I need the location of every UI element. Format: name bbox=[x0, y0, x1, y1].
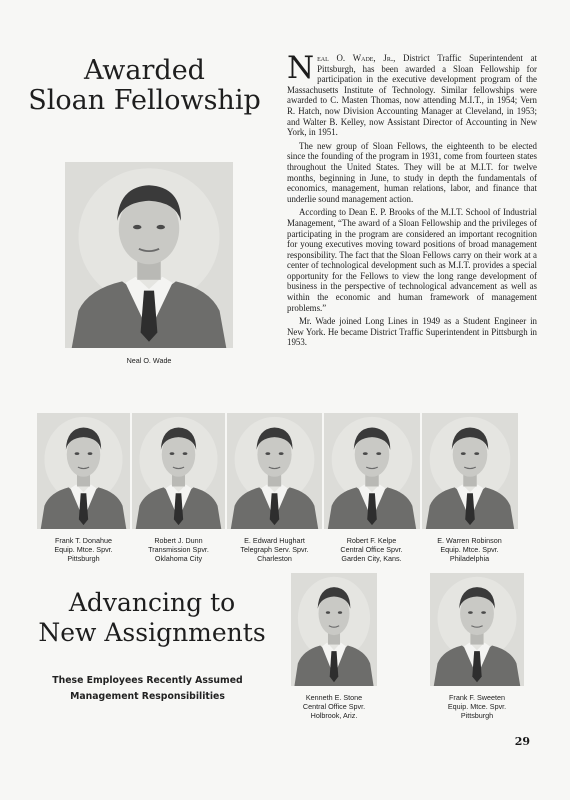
employee-location: Pittsburgh bbox=[460, 711, 494, 721]
employee-caption-6 bbox=[281, 693, 387, 721]
drop-cap: N bbox=[287, 50, 315, 86]
employee-location: Oklahoma City bbox=[154, 554, 203, 564]
employee-name: Kenneth E. Stone bbox=[305, 693, 363, 702]
employee-title: Central Office Spvr. bbox=[340, 545, 403, 555]
employee-location: Philadelphia bbox=[449, 554, 490, 564]
employee-title: Central Office Spvr. bbox=[302, 702, 366, 712]
employee-title: Equip. Mtce. Spvr. bbox=[54, 545, 113, 555]
article-paragraph-4: Mr. Wade joined Long Lines in 1949 as a Student Engineer in New York. He became District Traffic Superintendent in Pittsburgh in 1953. bbox=[287, 316, 537, 348]
featured-caption bbox=[65, 356, 233, 365]
employee-photo-7 bbox=[430, 573, 524, 686]
employee-name: E. Edward Hughart bbox=[244, 536, 305, 545]
employee-caption-5 bbox=[416, 536, 523, 564]
article-lead-name: eal O. Wade, Jr. bbox=[317, 53, 394, 63]
headline-advancing-line-1: Advancing to bbox=[68, 588, 236, 617]
article-paragraph-1-text: , District Traffic Superintendent at Pittsburgh, has been awarded a Sloan Fellowship for participation in the executive development program of the Massachusetts Institute of Technology. Similar fellowships were awarded to C. Masten Thomas, now attending M.I.T., in 1954; Vern R. Hatch, now Division Accounting Manager at Cleveland, in 1953; and Walter B. Kelley, now Assistant Director of Accounting in New York, in 1951. bbox=[287, 53, 537, 138]
employee-photo-5 bbox=[422, 413, 518, 529]
employee-photo-6 bbox=[291, 573, 377, 686]
featured-portrait-photo bbox=[65, 162, 233, 348]
article-paragraph-1 bbox=[287, 50, 537, 138]
featured-caption-name: Neal O. Wade bbox=[126, 356, 172, 365]
headline-awarded-line-1: Awarded bbox=[84, 55, 205, 86]
employee-name: Robert F. Kelpe bbox=[346, 536, 397, 545]
employee-title: Telegraph Serv. Spvr. bbox=[240, 545, 309, 555]
employee-name: Frank T. Donahue bbox=[54, 536, 112, 545]
employee-caption-2 bbox=[125, 536, 232, 564]
article-paragraph-3: According to Dean E. P. Brooks of the M.I.T. School of Industrial Management, “The award of a Sloan Fellowship and the privileges of participating in the program are considered an important recognition for young executives moving toward positions of broad management responsibility. The fact that the Sloan Fellows carry on their work at a center of technological development such as M.I.T. provides a special opportunity for the Fellows to view the long range development of business in the perspective of technological advancement as well as within the economic and human framework of management problems.” bbox=[287, 207, 537, 313]
employee-title: Transmission Spvr. bbox=[148, 545, 209, 555]
employee-caption-4 bbox=[318, 536, 425, 564]
employee-caption-1 bbox=[30, 536, 137, 564]
page-number: 29 bbox=[514, 735, 530, 748]
employee-photo-1 bbox=[37, 413, 130, 529]
subheadline-line-2: Management Responsibilities bbox=[70, 690, 225, 702]
headline-awarded-line-2: Sloan Fellowship bbox=[28, 85, 261, 117]
employee-photo-4 bbox=[324, 413, 420, 529]
employee-name: Frank F. Sweeten bbox=[449, 693, 505, 702]
headline-awarded bbox=[22, 56, 267, 116]
employee-location: Pittsburgh bbox=[67, 554, 100, 564]
employee-photo-3 bbox=[227, 413, 322, 529]
employee-location: Garden City, Kans. bbox=[341, 554, 402, 564]
subheadline bbox=[40, 673, 255, 705]
employee-title: Equip. Mtce. Spvr. bbox=[440, 545, 499, 555]
employee-photo-2 bbox=[132, 413, 225, 529]
employee-name: Robert J. Dunn bbox=[154, 536, 203, 545]
article-paragraph-2: The new group of Sloan Fellows, the eighteenth to be elected since the founding of the program in 1931, come from fourteen states throughout the United States. They will be at M.I.T. for twelve months, beginning in June, to study in depth the fundamentals of economics, management, human relations, labor, and finance that underlie sound management action. bbox=[287, 140, 537, 204]
employee-location: Holbrook, Ariz. bbox=[310, 711, 358, 721]
employee-title: Equip. Mtce. Spvr. bbox=[447, 702, 507, 712]
headline-advancing bbox=[22, 588, 282, 648]
employee-name: E. Warren Robinson bbox=[437, 536, 502, 545]
subheadline-line-1: These Employees Recently Assumed bbox=[52, 675, 243, 686]
employee-caption-3 bbox=[221, 536, 328, 564]
employee-location: Charleston bbox=[257, 554, 292, 564]
headline-advancing-line-2: New Assignments bbox=[38, 618, 266, 647]
employee-caption-7 bbox=[424, 693, 530, 721]
article-body bbox=[287, 50, 537, 351]
